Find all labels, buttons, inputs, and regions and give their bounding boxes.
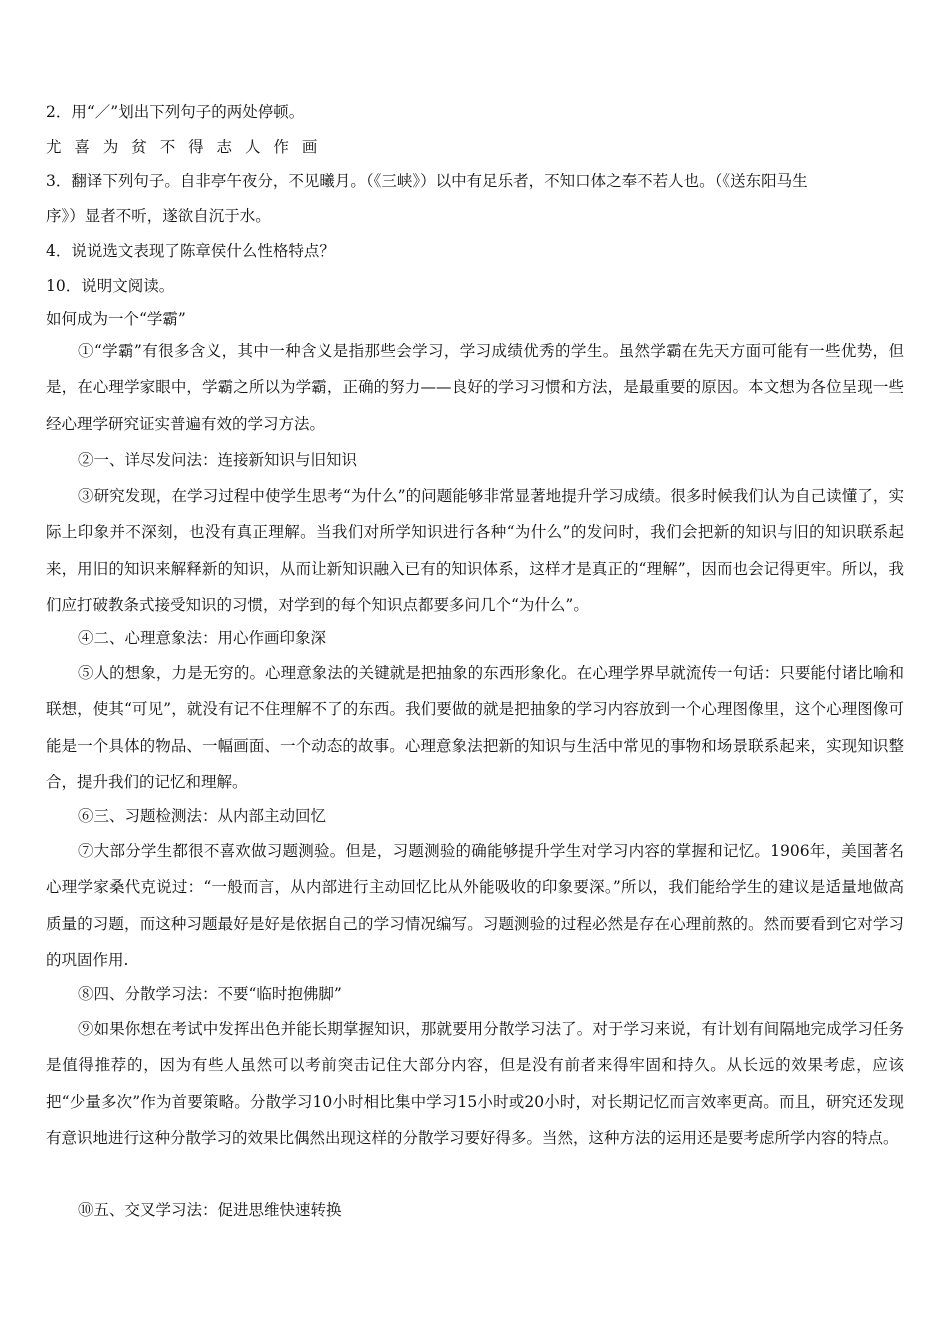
- question-4: 4．说说选文表现了陈章侯什么性格特点？: [46, 242, 335, 260]
- article-paragraph-5: ⑤人的想象，力是无穷的。心理意象法的关键就是把抽象的东西形象化。在心理学界早就流传一句话：只要能付诸比喻和联想，使其“可见”，就没有记不住理解不了的东西。我们要做的就是把抽象的学习内容放到一个心理图像里，这个心理图像可能是一个具体的物品、一幅画面、一个动态的故事。心理意象法把新的知识与生活中常见的事物和场景联系起来，实现知识整合，提升我们的记忆和理解。: [46, 664, 904, 791]
- article-subheading-5: ⑩五、交叉学习法：促进思维快速转换: [78, 1201, 342, 1219]
- article-paragraph-9: ⑨如果你想在考试中发挥出色并能长期掌握知识，那就要用分散学习法了。对于学习来说，有计划有间隔地完成学习任务是值得推荐的，因为有些人虽然可以考前突击记住大部分内容，但是没有前者来得牢固和持久。从长远的效果考虑，应该把“少量多次”作为首要策略。分散学习10小时相比集中学习15小时或20小时，对长期记忆而言效率更高。而且，研究还发现有意识地进行这种分散学习的效果比偶然出现这样的分散学习要好得多。当然，这种方法的运用还是要考虑所学内容的特点。: [46, 1020, 904, 1147]
- section-10-heading: 10．说明文阅读。: [46, 277, 175, 295]
- article-subheading-2: ④二、心理意象法：用心作画印象深: [78, 629, 327, 647]
- question-3-line-1: 3．翻译下列句子。自非亭午夜分，不见曦月。（《三峡》）以中有足乐者，不知口体之奉不若人也。（《送东阳马生: [46, 172, 808, 190]
- question-2: 2．用“／”划出下列句子的两处停顿。: [46, 103, 305, 121]
- article-paragraph-3: ③研究发现，在学习过程中使学生思考“为什么”的问题能够非常显著地提升学习成绩。很多时候我们认为自己读懂了，实际上印象并不深刻，也没有真正理解。当我们对所学知识进行各种“为什么”的发问时，我们会把新的知识与旧的知识联系起来，用旧的知识来解释新的知识，从而让新知识融入已有的知识体系，这样才是真正的“理解”，因而也会记得更牢。所以，我们应打破教条式接受知识的习惯，对学到的每个知识点都要多问几个“为什么”。: [46, 487, 904, 614]
- article-paragraph-1: ①“学霸”有很多含义，其中一种含义是指那些会学习，学习成绩优秀的学生。虽然学霸在先天方面可能有一些优势，但是，在心理学家眼中，学霸之所以为学霸，正确的努力——良好的学习习惯和方法，是最重要的原因。本文想为各位呈现一些经心理学研究证实普遍有效的学习方法。: [46, 342, 904, 433]
- question-2-sentence: 尤 喜 为 贫 不 得 志 人 作 画: [46, 138, 322, 156]
- article-subheading-1: ②一、详尽发问法：连接新知识与旧知识: [78, 451, 358, 469]
- article-title: 如何成为一个“学霸”: [46, 310, 186, 328]
- article-subheading-3: ⑥三、习题检测法：从内部主动回忆: [78, 807, 327, 825]
- article-subheading-4: ⑧四、分散学习法：不要“临时抱佛脚”: [78, 985, 342, 1003]
- question-3-line-2: 序》）显者不听，遂欲自沉于水。: [46, 207, 271, 225]
- article-paragraph-7: ⑦大部分学生都很不喜欢做习题测验。但是，习题测验的确能够提升学生对学习内容的掌握和记忆。1906年，美国著名心理学家桑代克说过：“一般而言，从内部进行主动回忆比从外能吸收的印象要深。”所以，我们能给学生的建议是适量地做高质量的习题，而这种习题最好是好是依据自己的学习情况编写。习题测验的过程必然是存在心理前熬的。然而要看到它对学习的巩固作用.: [46, 842, 904, 969]
